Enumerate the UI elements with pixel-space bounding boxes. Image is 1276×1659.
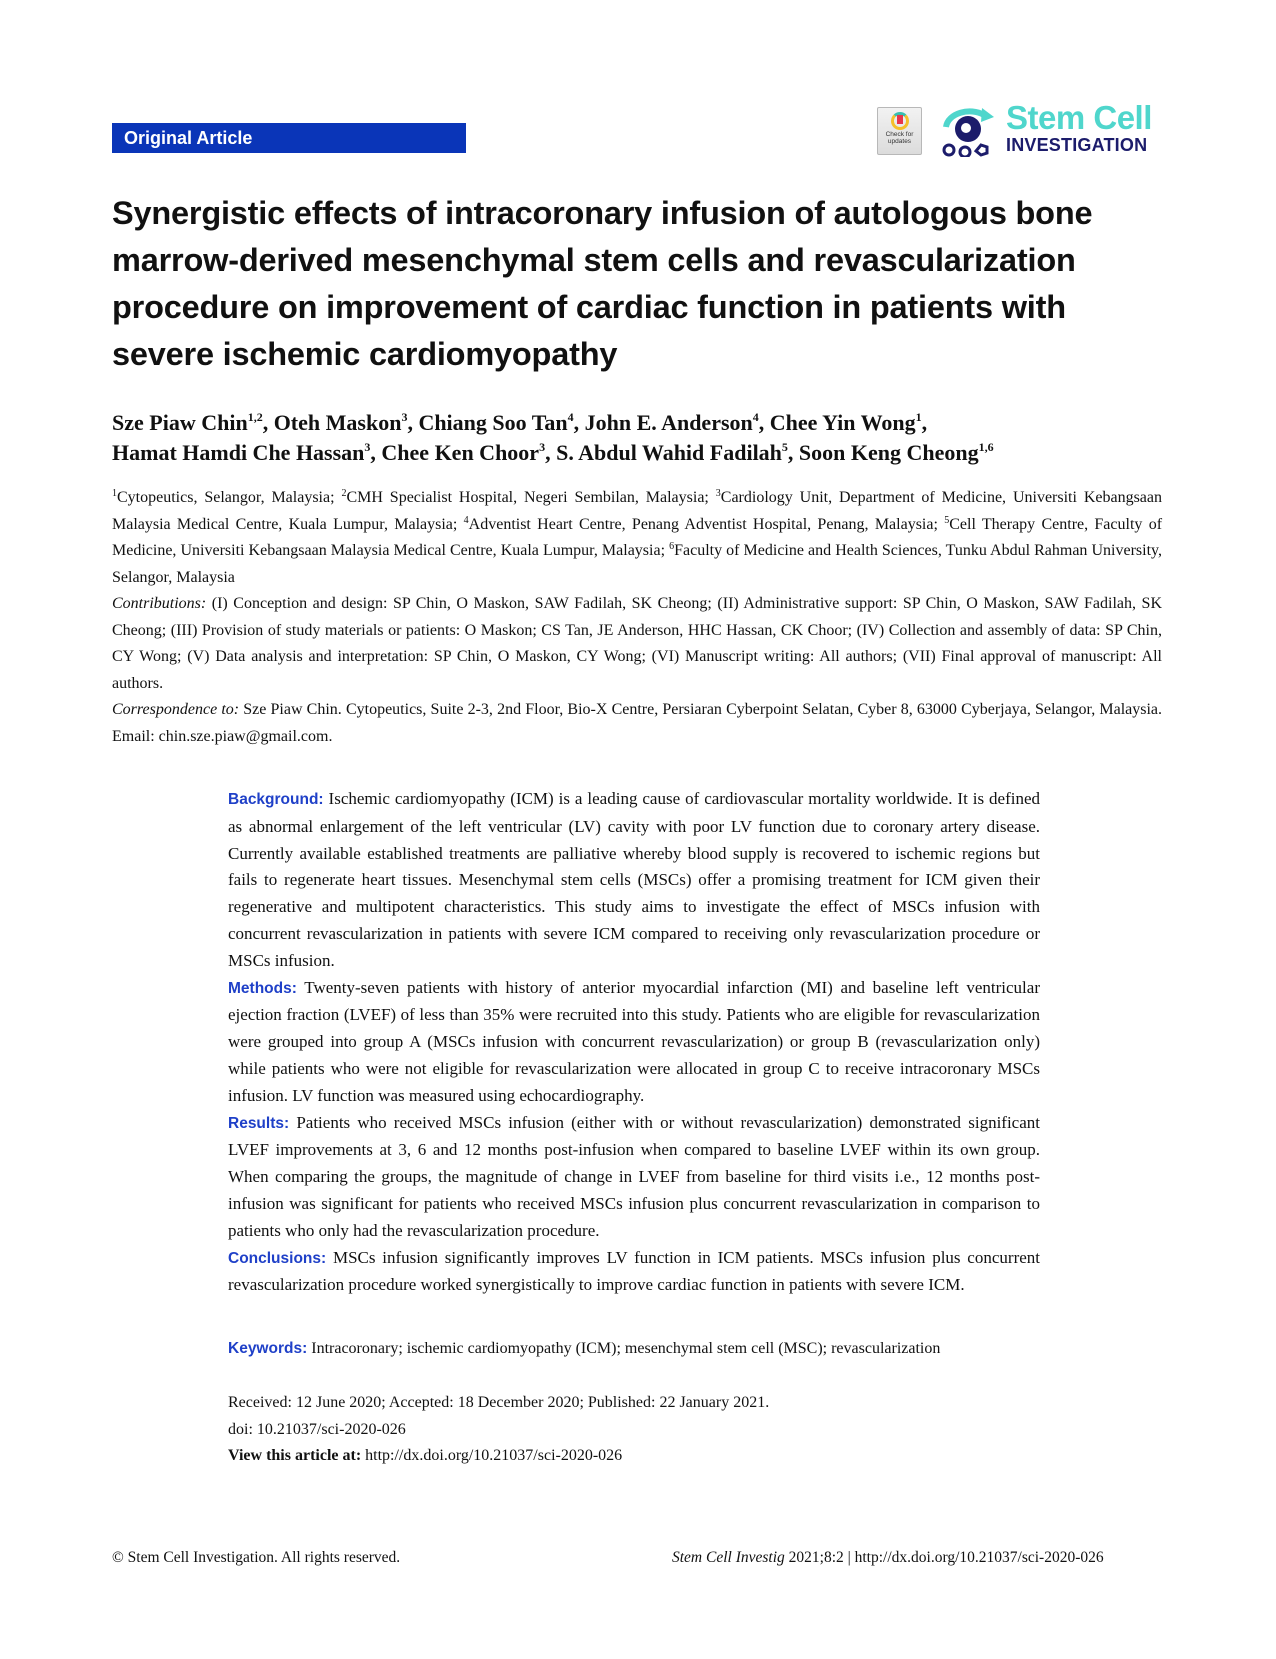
footer-citation: [672, 1549, 1104, 1567]
author-affiliation: 3: [401, 410, 408, 424]
affiliation-text: Faculty of Medicine and Health Sciences, Tunku Abdul Rahman University, Selangor, Malaysia: [112, 542, 1162, 586]
conclusions-text: MSCs infusion significantly improves LV function in ICM patients. MSCs infusion plus concurrent revascularization procedure worked synergistically to improve cardiac function in patients with severe ICM.: [228, 1247, 1040, 1295]
check-for-updates-badge[interactable]: [877, 107, 922, 155]
affiliation-text: CMH Specialist Hospital, Negeri Sembilan, Malaysia;: [346, 489, 716, 506]
view-article-link[interactable]: http://dx.doi.org/10.21037/sci-2020-026: [361, 1447, 623, 1464]
affiliation-number: 6: [669, 541, 675, 552]
author-name: S. Abdul Wahid Fadilah: [556, 440, 782, 465]
author-name: Soon Keng Cheong: [798, 440, 979, 465]
separator: ,: [758, 410, 770, 435]
methods-text: Twenty-seven patients with history of anterior myocardial infarction (MI) and baseline left ventricular ejection fraction (LVEF) of less than 35% were recruited into this study. Patients who are eligible for revascularization were grouped into group A (MSCs infusion with concurrent revascularization) or group B (revascularization only) while patients who were not eligible for revascularization were allocated in group C to receive intracoronary MSCs infusion. LV function was measured using echocardiography.: [228, 977, 1040, 1105]
author-affiliation: 4: [567, 410, 574, 424]
footer-copyright: © Stem Cell Investigation. All rights reserved.: [112, 1549, 401, 1566]
affiliation-number: 4: [463, 514, 469, 526]
methods-heading: Methods:: [228, 979, 297, 997]
results-heading: Results:: [228, 1114, 290, 1132]
affiliation-text: Cell Therapy Centre, Faculty of Medicine, Universiti Kebangsaan Malaysia Medical Centre, Kuala Lumpur, Malaysia;: [112, 515, 1163, 559]
abstract-background: [228, 786, 1040, 975]
correspondence-label: Correspondence to:: [112, 701, 240, 718]
separator: ,: [787, 440, 799, 465]
background-text: Ischemic cardiomyopathy (ICM) is a leading cause of cardiovascular mortality worldwide. It is defined as abnormal enlargement of the left ventricular (LV) cavity with poor LV function due to coronary artery disease. Currently available established treatments are palliative whereby blood supply is recovered to ischemic regions but fails to regenerate heart tissues. Mesenchymal stem cells (MSCs) offer a promising treatment for ICM given their regenerative and multipotent characteristics. This study aims to investigate the effect of MSCs infusion with concurrent revascularization in patients with severe ICM compared to receiving only revascularization procedure or MSCs infusion.: [228, 789, 1040, 970]
logo-text-stem-cell: Stem Cell: [1006, 99, 1152, 136]
journal-abbreviation: Stem Cell Investig: [672, 1549, 785, 1566]
keywords-heading: Keywords:: [228, 1340, 308, 1357]
author-name: John E. Anderson: [584, 410, 753, 435]
author-affiliation: 1,2: [247, 410, 263, 424]
affiliation-text: Cytopeutics, Selangor, Malaysia;: [117, 489, 342, 506]
author-name: Sze Piaw Chin: [112, 410, 248, 435]
separator: ,: [407, 410, 419, 435]
doi: doi: 10.21037/sci-2020-026: [228, 1420, 406, 1438]
author-name: Hamat Hamdi Che Hassan: [112, 440, 365, 465]
contributions-label: Contributions:: [112, 595, 207, 612]
author-affiliation: 1,6: [978, 440, 994, 454]
separator: ,: [573, 410, 585, 435]
view-article-label: View this article at:: [228, 1447, 362, 1464]
affiliation-number: 1: [112, 488, 117, 499]
affiliation-number: 5: [944, 514, 950, 526]
abstract-results: [228, 1110, 1040, 1245]
abstract-methods: [228, 975, 1040, 1110]
author-name: Chee Ken Choor: [381, 440, 540, 465]
stem-cell-logo-icon: [940, 105, 996, 157]
abstract: [228, 786, 1040, 1299]
affiliation-text: Adventist Heart Centre, Penang Adventist Hospital, Penang, Malaysia;: [468, 515, 945, 533]
author-name: Chee Yin Wong: [769, 410, 916, 435]
correspondence-text: Sze Piaw Chin. Cytopeutics, Suite 2-3, 2nd Floor, Bio-X Centre, Persiaran Cyberpoint Selatan, Cyber 8, 63000 Cyberjaya, Selangor, Malaysia. Email: chin.sze.piaw@gmail.com.: [112, 701, 1163, 745]
author-affiliation: 1: [915, 410, 922, 424]
contributions: [112, 591, 1162, 697]
abstract-conclusions: [228, 1245, 1040, 1300]
separator: ,: [370, 440, 382, 465]
title-line: severe ischemic cardiomyopathy: [112, 336, 618, 372]
logo-text-investigation: INVESTIGATION: [1006, 135, 1148, 155]
author-affiliation: 5: [781, 440, 788, 454]
affiliation-number: 2: [341, 488, 347, 499]
keywords: [228, 1336, 1048, 1362]
title-line: Synergistic effects of intracoronary infusion of autologous bone: [112, 195, 1093, 231]
author-name: Oteh Maskon: [273, 410, 402, 435]
separator: ,: [545, 440, 557, 465]
author-list: [112, 408, 1192, 468]
author-affiliation: 4: [752, 410, 759, 424]
keywords-text: Intracoronary; ischemic cardiomyopathy (ICM); mesenchymal stem cell (MSC); revascularization: [307, 1340, 941, 1357]
contributions-text: (I) Conception and design: SP Chin, O Maskon, SAW Fadilah, SK Cheong; (II) Administrative support: SP Chin, O Maskon, SAW Fadilah, SK Cheong; (III) Provision of study materials or patients: O Maskon; CS Tan, JE Anderson, HHC Hassan, CK Choor; (IV) Collection and assembly of data: SP Chin, CY Wong; (V) Data analysis and interpretation: SP Chin, O Maskon, CY Wong; (VI) Manuscript writing: All authors; (VII) Final approval of manuscript: All authors.: [112, 595, 1162, 692]
author-affiliation: 3: [539, 440, 546, 454]
check-for-updates-line1: Check for: [885, 131, 914, 138]
article-type-banner: [112, 123, 466, 153]
results-text: Patients who received MSCs infusion (either with or without revascularization) demonstrated significant LVEF improvements at 3, 6 and 12 months post-infusion when compared to baseline LVEF within its own group. When comparing the groups, the magnitude of change in LVEF from baseline for third visits i.e., 12 months post-infusion was significant for patients who received MSCs infusion plus concurrent revascularization in comparison to patients who only had the revascularization procedure.: [228, 1112, 1040, 1240]
title-line: procedure on improvement of cardiac function in patients with: [112, 289, 1066, 325]
correspondence: [112, 697, 1162, 750]
view-article-line: [228, 1443, 1048, 1470]
affiliations-block: [112, 485, 1162, 750]
publication-info: [228, 1390, 1048, 1470]
check-for-updates-line2: updates: [887, 138, 912, 145]
author-affiliation: 3: [364, 440, 371, 454]
affiliation-number: 3: [715, 488, 721, 499]
article-title: [112, 190, 1172, 378]
journal-logo[interactable]: [940, 99, 1160, 158]
affiliation-text: Cardiology Unit, Department of Medicine, Universiti Kebangsaan Malaysia Medical Centre, Kuala Lumpur, Malaysia;: [112, 489, 1163, 533]
separator: ,: [921, 410, 928, 435]
citation-link[interactable]: 2021;8:2 | http://dx.doi.org/10.21037/sci-2020-026: [784, 1549, 1104, 1566]
affiliations: [112, 485, 1162, 591]
title-line: marrow-derived mesenchymal stem cells and revascularization: [112, 242, 1076, 278]
conclusions-heading: Conclusions:: [228, 1249, 327, 1267]
publication-dates: Received: 12 June 2020; Accepted: 18 December 2020; Published: 22 January 2021.: [228, 1394, 770, 1411]
bookmark-icon: [891, 112, 909, 130]
author-name: Chiang Soo Tan: [418, 410, 568, 435]
article-type-label: Original Article: [124, 128, 253, 148]
separator: ,: [262, 410, 274, 435]
background-heading: Background:: [228, 791, 324, 808]
